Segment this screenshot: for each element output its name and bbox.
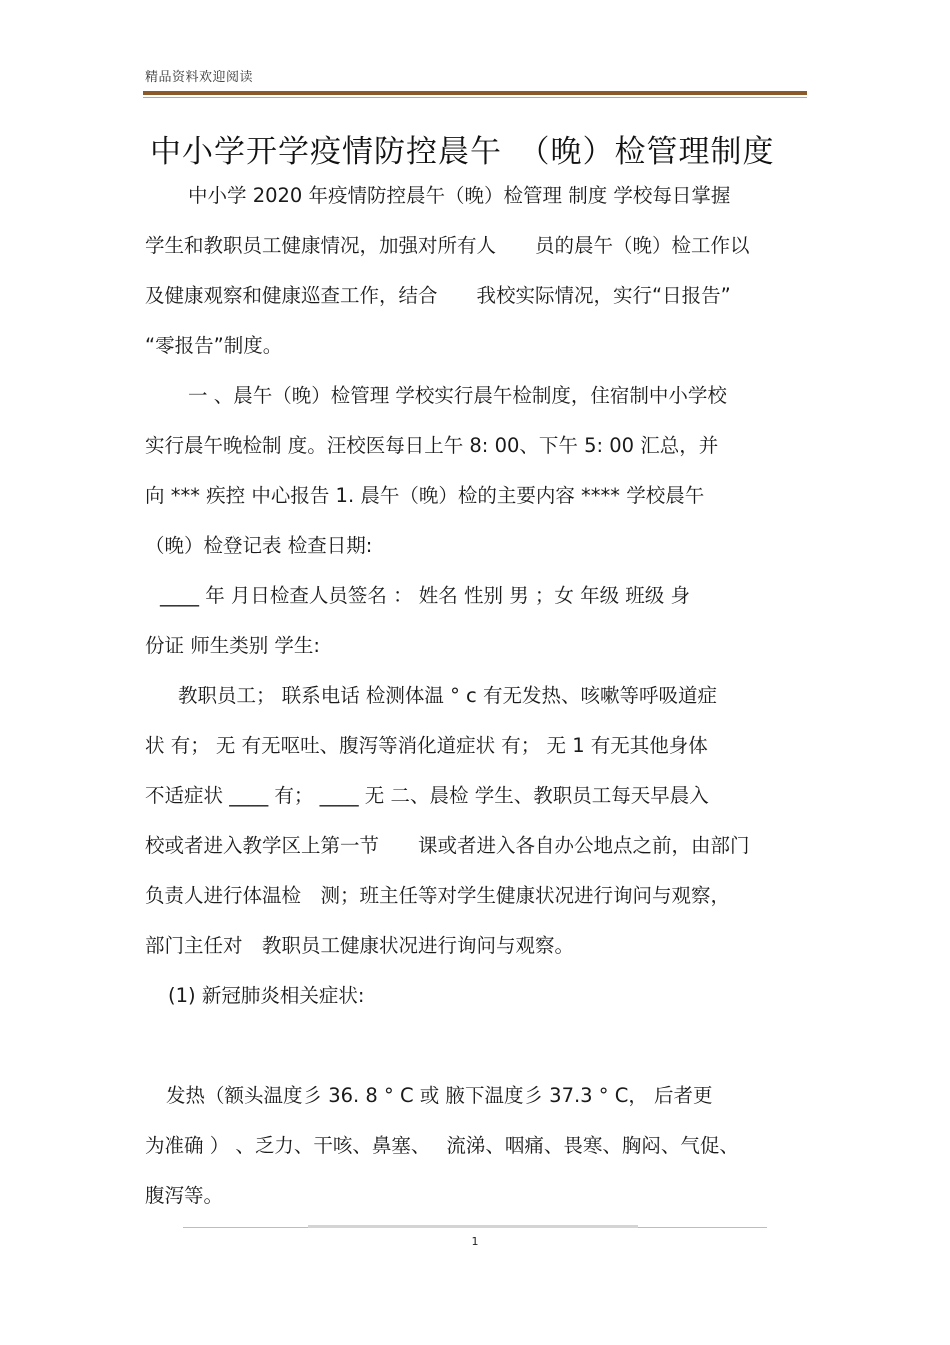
page-number: 1: [471, 1235, 479, 1248]
body-line: 发热（额头温度彡 36. 8 ° C 或 腋下温度彡 37.3 ° C， 后者更: [166, 1084, 713, 1107]
body-line: 实行晨午晚检制 度。汪校医每日上午 8: 00、下午 5: 00 汇总，并: [145, 434, 719, 457]
body-line: 一 、晨午（晚）检管理 学校实行晨午检制度，住宿制中小学校: [188, 384, 727, 407]
body-line: 份证 师生类别 学生:: [145, 634, 320, 657]
body-line: “零报告”制度。: [145, 334, 283, 357]
body-line: 负责人进行体温检 测；班主任等对学生健康状况进行询问与观察，: [145, 884, 731, 907]
body-line: （晚）检登记表 检查日期:: [145, 534, 373, 557]
body-line: 部门主任对 教职员工健康状况进行询问与观察。: [145, 934, 575, 957]
list-item: (1) 新冠肺炎相关症状:: [168, 984, 365, 1007]
body-line: 状 有； 无 有无呕吐、腹泻等消化道症状 有； 无 1 有无其他身体: [145, 734, 708, 757]
body-line: 为准确 ） 、乏力、干咳、鼻塞、 流涕、咽痛、畏寒、胸闷、气促、: [145, 1134, 739, 1157]
footer-rule-accent: [308, 1225, 638, 1228]
body-line: 腹泻等。: [145, 1184, 224, 1207]
running-header: 精品资料欢迎阅读: [145, 70, 254, 85]
document-title: 中小学开学疫情防控晨午 （晚）检管理制度: [150, 134, 775, 170]
body-line: 及健康观察和健康巡查工作，结合 我校实际情况，实行“日报告”: [145, 284, 731, 307]
body-line: 中小学 2020 年疫情防控晨午（晚）检管理 制度 学校每日掌握: [188, 184, 731, 207]
body-line: 校或者进入教学区上第一节 课或者进入各自办公地点之前，由部门: [145, 834, 750, 857]
body-line: 教职员工； 联系电话 检测体温 ° c 有无发热、咳嗽等呼吸道症: [178, 684, 717, 707]
header-rule: [143, 91, 807, 95]
header-rule-thin: [143, 97, 807, 98]
body-line: 向 *** 疾控 中心报告 1. 晨午（晚）检的主要内容 **** 学校晨午: [145, 484, 705, 507]
body-line: 不适症状 ____ 有； ____ 无 二、晨检 学生、教职员工每天早晨入: [145, 784, 709, 807]
body-line: ____ 年 月日检查人员签名 ： 姓名 性别 男 ；女 年级 班级 身: [160, 584, 690, 607]
body-line: 学生和教职员工健康情况，加强对所有人 员的晨午（晚）检工作以: [145, 234, 750, 257]
